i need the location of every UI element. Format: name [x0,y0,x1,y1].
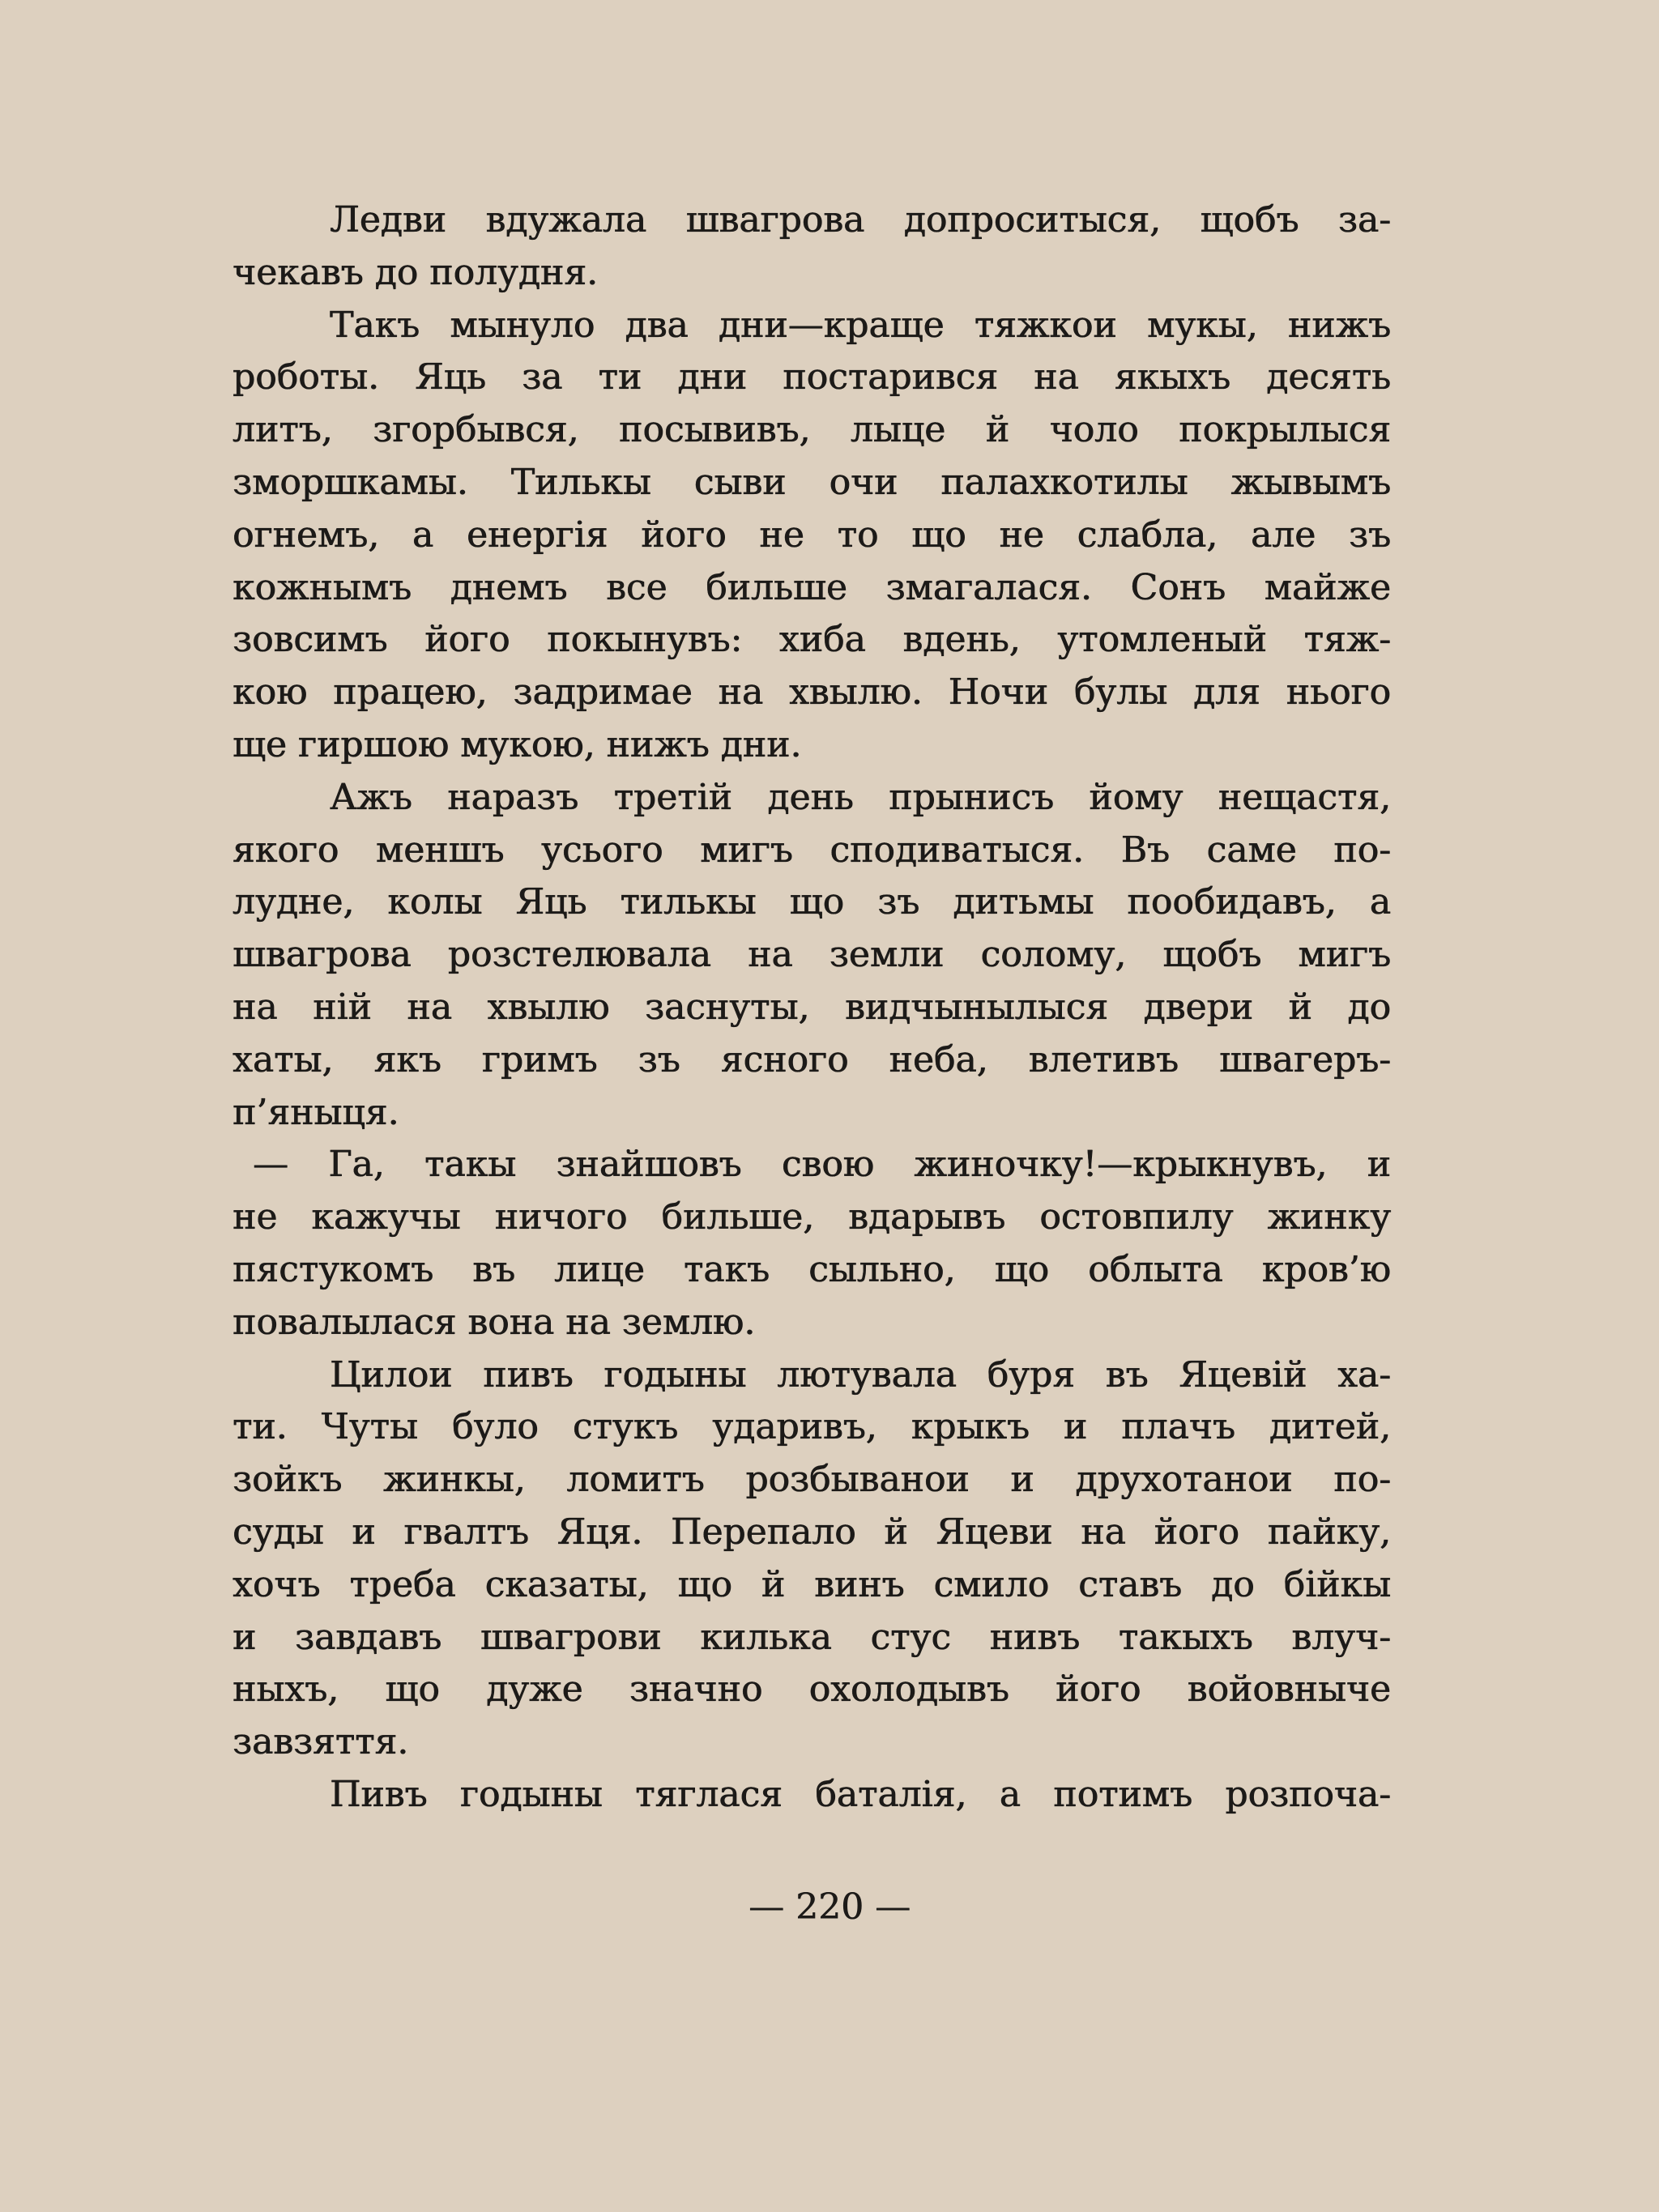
text-line: — Га, такы знайшовъ свою жиночку!—крыкнувъ, и [253,1144,1391,1186]
text-line: завзяття. [232,1721,409,1763]
text-line: кою працею, задримае на хвылю. Ночи булы для нього [232,671,1391,714]
text-line: п’яныця. [232,1091,399,1133]
text-line: хочъ треба сказаты, що й винъ смило ставъ до бійкы [232,1563,1391,1605]
text-line: якого меншъ усього мигъ сподиватыся. Въ саме по- [232,829,1391,871]
text-line: лудне, колы Яць тилькы що зъ дитьмы пообидавъ, а [232,881,1391,923]
text-line: пястукомъ въ лице такъ сыльно, що облыта кров’ю [232,1248,1391,1290]
text-line: кожнымъ днемъ все бильше змагалася. Сонъ майже [232,566,1391,608]
text-line: зойкъ жинкы, ломитъ розбыванои и друхотанои по- [232,1459,1391,1501]
text-line: ще гиршою мукою, нижъ дни. [232,723,802,765]
page-number: — 220 — [748,1886,911,1928]
text-line: суды и гвалтъ Яця. Перепало й Яцеви на його пайку, [232,1511,1391,1553]
body-text [232,194,1391,1822]
text-line: Такъ мынуло два дни—краще тяжкои мукы, нижъ [330,304,1391,346]
text-line: швагрова розстелювала на земли солому, щобъ мигъ [232,934,1391,976]
text-line: литъ, згорбывся, посывивъ, лыце й чоло покрылыся [232,409,1391,451]
text-line: не кажучы ничого бильше, вдарывъ остовпилу жинку [232,1196,1391,1238]
text-line: зовсимъ його покынувъ: хиба вдень, утомленый тяж- [232,619,1391,661]
text-line: ныхъ, що дуже значно охолодывъ його войовныче [232,1669,1391,1711]
text-line: Пивъ годыны тяглася баталія, а потимъ розпоча- [330,1773,1391,1815]
text-line: ти. Чуты було стукъ ударивъ, крыкъ и плачъ дитей, [232,1406,1391,1448]
text-line: и завдавъ швагрови килька стус нивъ такыхъ влуч- [232,1616,1391,1658]
text-line: роботы. Яць за ти дни постарився на якыхъ десять [232,356,1391,399]
text-line: чекавъ до полудня. [232,251,598,293]
text-line: Цилои пивъ годыны лютувала буря въ Яцевій ха- [330,1353,1391,1396]
text-line: Ледви вдужала швагрова допроситыся, щобъ за- [330,199,1391,241]
text-line: на ній на хвылю заснуты, видчынылыся двери й до [232,986,1391,1028]
text-line: огнемъ, а енергія його не то що не слабла, але зъ [232,514,1391,556]
text-line: хаты, якъ гримъ зъ ясного неба, влетивъ швагеръ- [232,1038,1391,1080]
text-line: повалылася вона на землю. [232,1301,756,1343]
text-line: зморшкамы. Тилькы сыви очи палахкотилы жывымъ [232,461,1391,503]
text-line: Ажъ наразъ третій день прынисъ йому нещастя, [330,776,1391,818]
